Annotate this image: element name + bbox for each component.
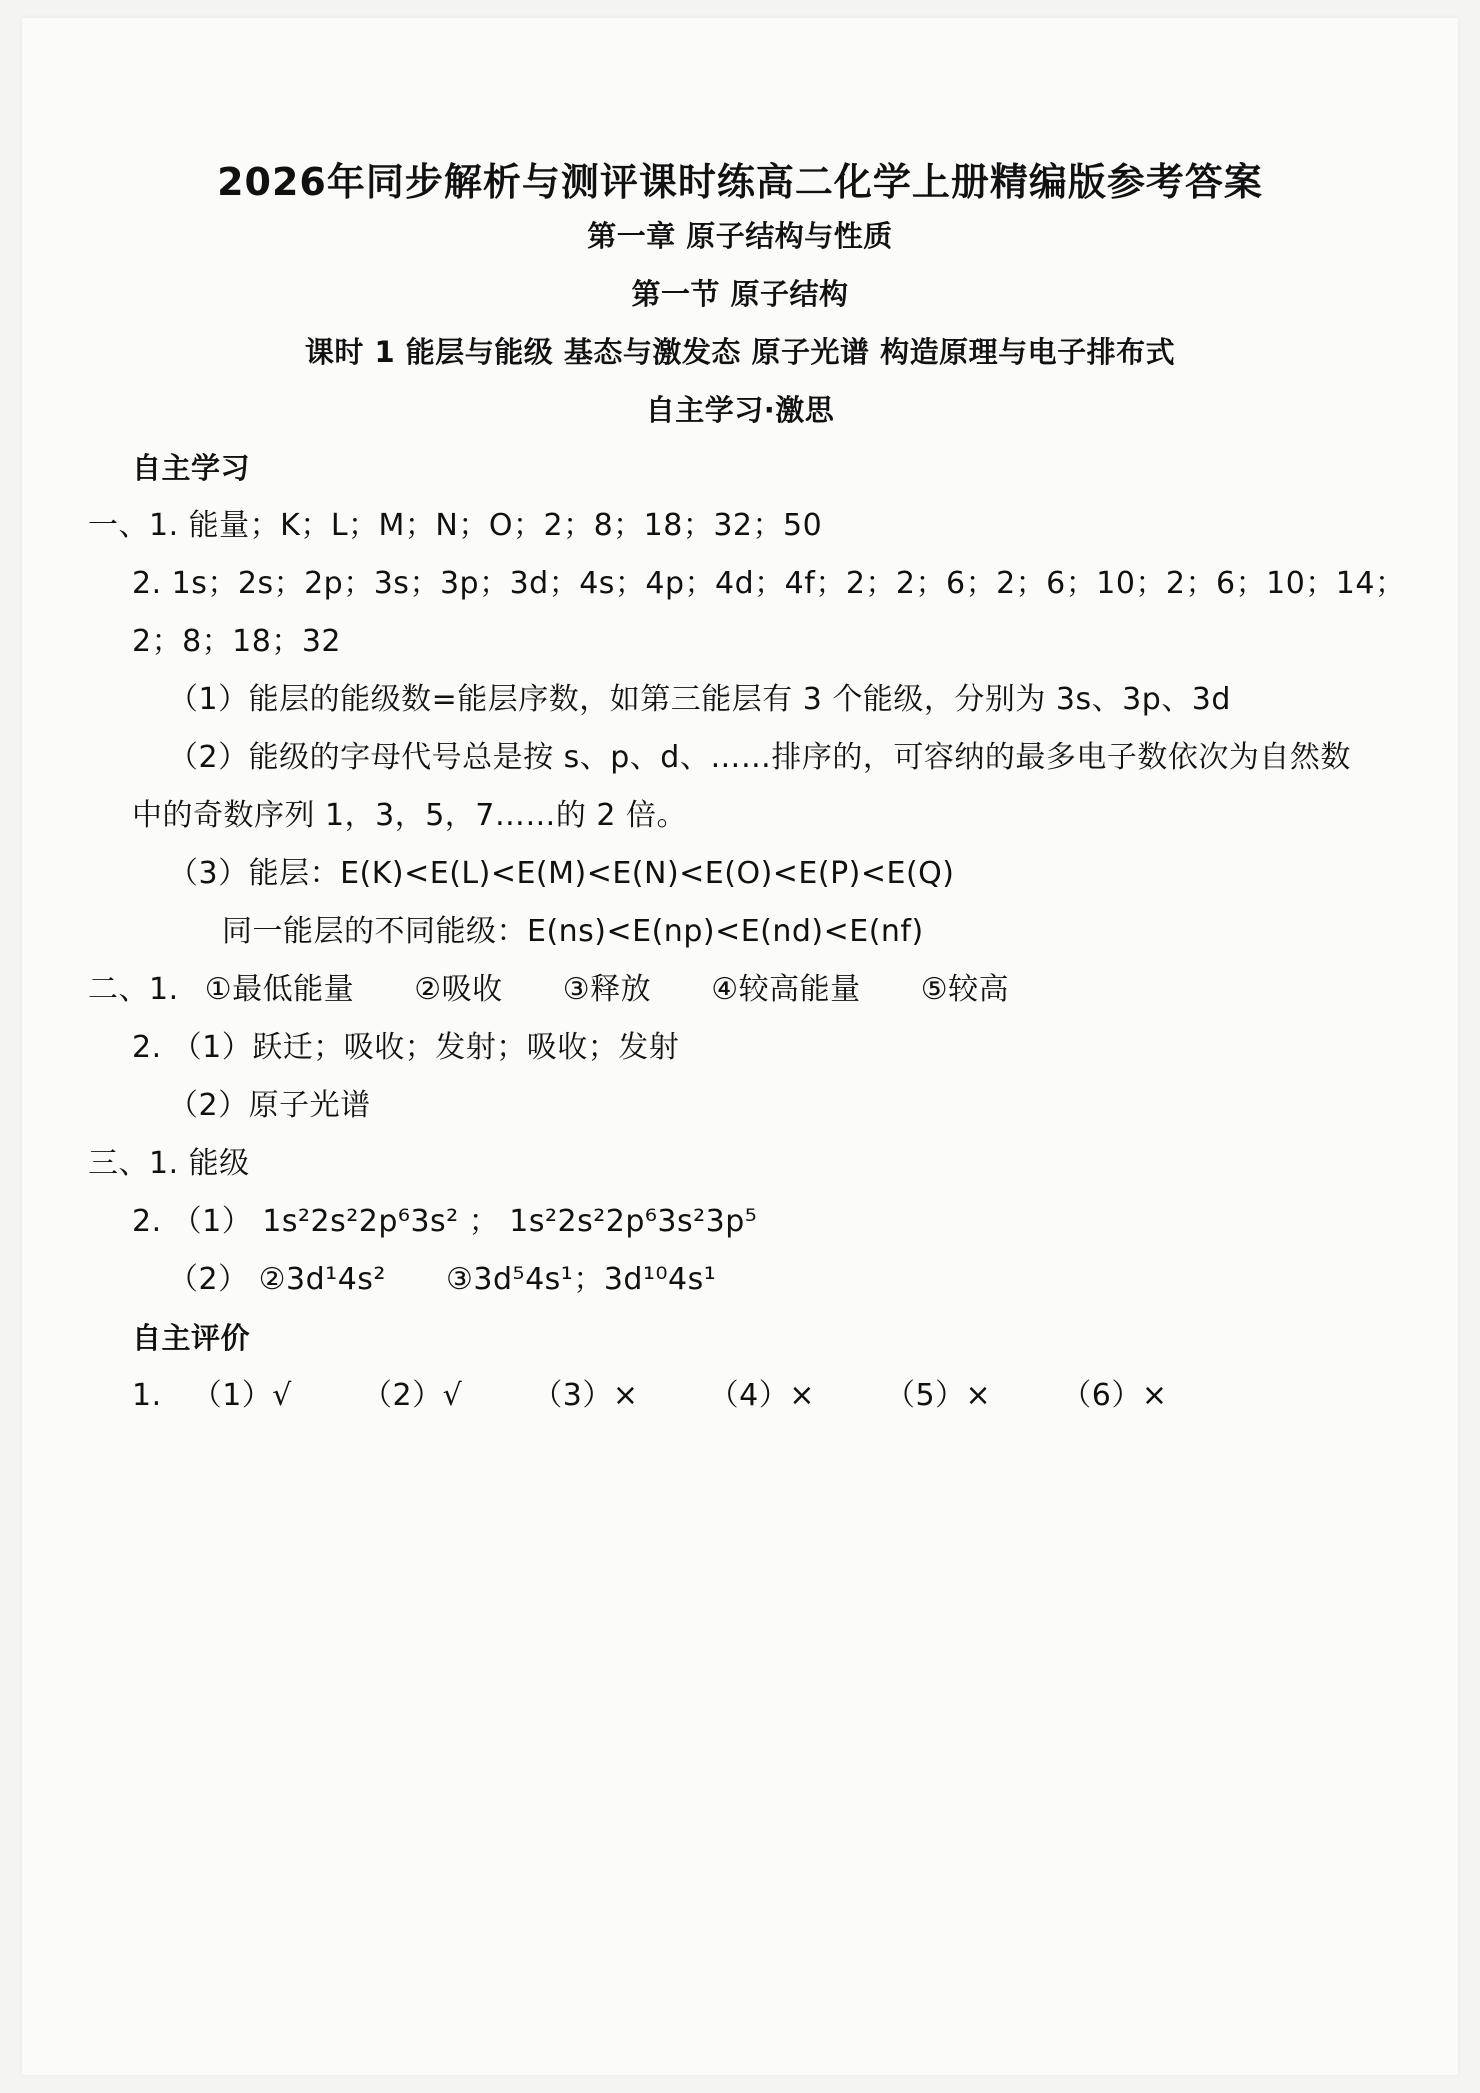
answer-2-1-e: ⑤较高 bbox=[920, 972, 1010, 1007]
answer-2-1-c: ③释放 bbox=[562, 972, 652, 1007]
note-3-line2: 同一能层的不同能级：E(ns)<E(np)<E(nd)<E(nf) bbox=[222, 914, 924, 949]
electron-config-3: ②3d¹4s² bbox=[258, 1262, 386, 1297]
answer-3-1: 三、1. 能级 bbox=[88, 1146, 250, 1181]
answer-1-2-line1: 2. 1s；2s；2p；3s；3p；3d；4s；4p；4d；4f；2；2；6；2；6；10；2；6；10；14； bbox=[132, 566, 1406, 601]
answer-2-1-d: ④较高能量 bbox=[711, 972, 861, 1007]
answer-1-1: 一、1. 能量；K；L；M；N；O；2；8；18；32；50 bbox=[88, 508, 823, 543]
self-study-heading: 自主学习 bbox=[132, 451, 251, 485]
answer-3-2-sub bbox=[168, 1260, 716, 1300]
lesson-heading: 课时 1 能层与能级 基态与激发态 原子光谱 构造原理与电子排布式 bbox=[304, 335, 1176, 369]
answer-3-2-separator: ； bbox=[468, 1204, 500, 1239]
chapter-heading: 第一章 原子结构与性质 bbox=[587, 219, 893, 253]
note-2-line1: （2）能级的字母代号总是按 s、p、d、……排序的，可容纳的最多电子数依次为自然数 bbox=[168, 740, 1351, 775]
part-heading: 自主学习·激思 bbox=[645, 393, 835, 427]
electron-config-4: ③3d⁵4s¹；3d¹⁰4s¹ bbox=[446, 1262, 717, 1297]
note-2-line2: 中的奇数序列 1，3，5，7……的 2 倍。 bbox=[132, 798, 688, 833]
self-eval-heading: 自主评价 bbox=[132, 1321, 251, 1355]
note-1: （1）能层的能级数=能层序数，如第三能层有 3 个能级，分别为 3s、3p、3d bbox=[168, 682, 1231, 717]
answer-2-1-prefix: 二、1. bbox=[88, 972, 179, 1007]
self-eval-answer-3: （3）× bbox=[532, 1378, 639, 1413]
self-eval-answer-5: （5）× bbox=[884, 1378, 992, 1413]
electron-config-1: 1s²2s²2p⁶3s² bbox=[262, 1204, 459, 1239]
answer-2-1-b: ②吸收 bbox=[414, 972, 503, 1007]
document-body bbox=[22, 18, 1458, 2075]
answer-2-1 bbox=[88, 970, 1009, 1010]
section-heading: 第一节 原子结构 bbox=[631, 277, 849, 311]
self-eval-prefix: 1. bbox=[132, 1378, 162, 1413]
answer-3-2 bbox=[132, 1202, 757, 1242]
answer-3-2-prefix: 2. （1） bbox=[132, 1204, 253, 1239]
self-eval-answer-1: （1）√ bbox=[191, 1378, 292, 1413]
answer-3-2-sub-prefix: （2） bbox=[168, 1262, 249, 1297]
document-title: 2026年同步解析与测评课时练高二化学上册精编版参考答案 bbox=[217, 160, 1263, 204]
self-eval-answer-2: （2）√ bbox=[362, 1378, 463, 1413]
answer-2-2: 2. （1）跃迁；吸收；发射；吸收；发射 bbox=[132, 1030, 680, 1065]
self-eval-answers bbox=[132, 1376, 1168, 1416]
answer-2-1-a: ①最低能量 bbox=[204, 972, 355, 1007]
self-eval-answer-6: （6）× bbox=[1061, 1378, 1168, 1413]
answer-1-2-line2: 2；8；18；32 bbox=[132, 624, 342, 659]
answer-2-2-sub: （2）原子光谱 bbox=[168, 1088, 371, 1123]
note-3-line1: （3）能层：E(K)<E(L)<E(M)<E(N)<E(O)<E(P)<E(Q) bbox=[168, 856, 955, 891]
self-eval-answer-4: （4）× bbox=[708, 1378, 815, 1413]
document-page bbox=[22, 18, 1458, 2075]
electron-config-2: 1s²2s²2p⁶3s²3p⁵ bbox=[509, 1204, 758, 1239]
